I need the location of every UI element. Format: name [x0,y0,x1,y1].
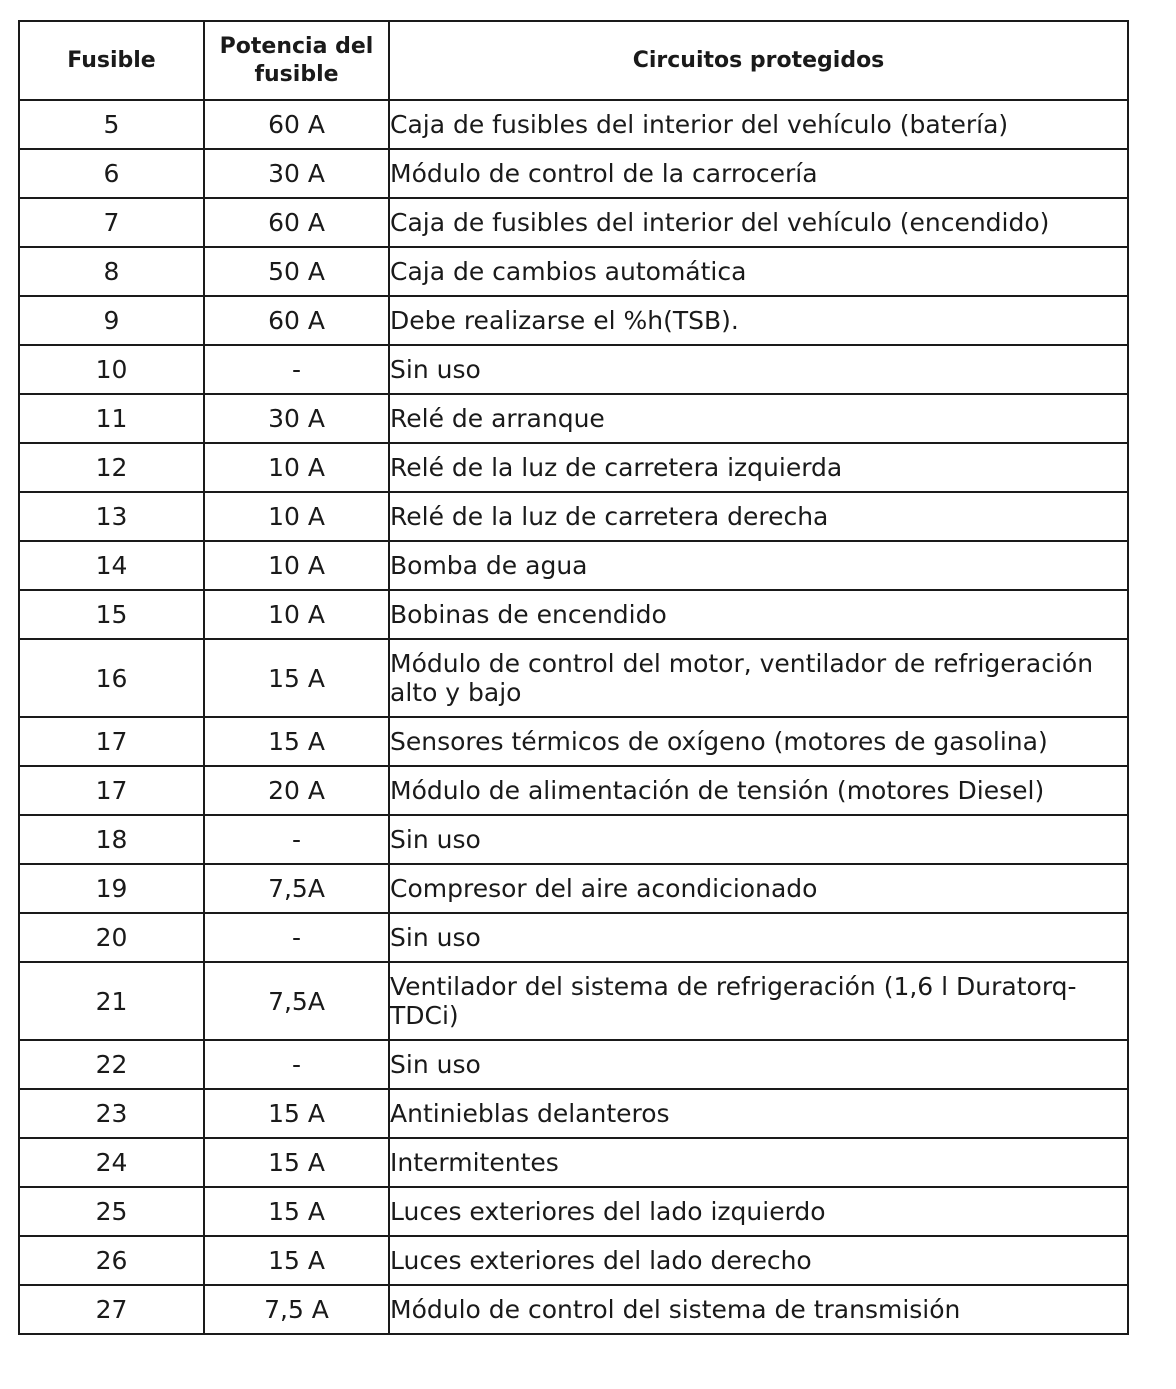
header-fuse: Fusible [19,21,204,100]
fuse-rating-cell: 10 A [204,541,389,590]
protected-circuit-cell: Intermitentes [389,1138,1128,1187]
fuse-number-cell: 19 [19,864,204,913]
protected-circuit-cell: Caja de fusibles del interior del vehículo (batería) [389,100,1128,149]
table-row [19,296,1128,345]
protected-circuit-cell: Sensores térmicos de oxígeno (motores de gasolina) [389,717,1128,766]
protected-circuit-cell: Debe realizarse el %h(TSB). [389,296,1128,345]
fuse-rating-cell: 15 A [204,1138,389,1187]
protected-circuit-cell: Relé de arranque [389,394,1128,443]
table-row [19,394,1128,443]
fuse-number-cell: 25 [19,1187,204,1236]
fuse-rating-cell: 7,5A [204,962,389,1040]
header-rating: Potencia del fusible [204,21,389,100]
table-body [19,100,1128,1334]
fuse-rating-cell: 15 A [204,1187,389,1236]
fuse-rating-cell: 7,5A [204,864,389,913]
protected-circuit-cell: Luces exteriores del lado derecho [389,1236,1128,1285]
fuse-rating-cell: 10 A [204,492,389,541]
table-row [19,247,1128,296]
fuse-number-cell: 26 [19,1236,204,1285]
table-row [19,815,1128,864]
table-row [19,913,1128,962]
fuse-rating-cell: 7,5 A [204,1285,389,1334]
fuse-number-cell: 22 [19,1040,204,1089]
fuse-number-cell: 23 [19,1089,204,1138]
fuse-rating-cell: 30 A [204,149,389,198]
protected-circuit-cell: Sin uso [389,913,1128,962]
protected-circuit-cell: Caja de cambios automática [389,247,1128,296]
fuse-number-cell: 11 [19,394,204,443]
table-row [19,1040,1128,1089]
protected-circuit-cell: Módulo de alimentación de tensión (motores Diesel) [389,766,1128,815]
table-row [19,149,1128,198]
fuse-number-cell: 17 [19,717,204,766]
table-row [19,962,1128,1040]
table-row [19,864,1128,913]
protected-circuit-cell: Módulo de control de la carrocería [389,149,1128,198]
fuse-number-cell: 16 [19,639,204,717]
fuse-rating-cell: - [204,913,389,962]
table-header [19,21,1128,100]
fuse-rating-cell: 60 A [204,296,389,345]
table-row [19,1285,1128,1334]
protected-circuit-cell: Módulo de control del sistema de transmisión [389,1285,1128,1334]
protected-circuit-cell: Módulo de control del motor, ventilador de refrigeración alto y bajo [389,639,1128,717]
protected-circuit-cell: Caja de fusibles del interior del vehículo (encendido) [389,198,1128,247]
header-row [19,21,1128,100]
fuse-number-cell: 10 [19,345,204,394]
fuse-rating-cell: 10 A [204,590,389,639]
protected-circuit-cell: Bomba de agua [389,541,1128,590]
table-row [19,345,1128,394]
header-circuits: Circuitos protegidos [389,21,1128,100]
fuse-number-cell: 8 [19,247,204,296]
fuse-number-cell: 9 [19,296,204,345]
table-row [19,1089,1128,1138]
fuse-rating-cell: 10 A [204,443,389,492]
table-row [19,1236,1128,1285]
fuse-number-cell: 14 [19,541,204,590]
fuse-rating-cell: 60 A [204,198,389,247]
fuse-rating-cell: 50 A [204,247,389,296]
protected-circuit-cell: Relé de la luz de carretera derecha [389,492,1128,541]
table-row [19,766,1128,815]
fuse-number-cell: 24 [19,1138,204,1187]
fuse-rating-cell: - [204,815,389,864]
fuse-rating-cell: 60 A [204,100,389,149]
fuse-rating-cell: 30 A [204,394,389,443]
protected-circuit-cell: Sin uso [389,815,1128,864]
protected-circuit-cell: Bobinas de encendido [389,590,1128,639]
fuse-rating-cell: 15 A [204,1089,389,1138]
fuse-number-cell: 21 [19,962,204,1040]
fuse-number-cell: 5 [19,100,204,149]
protected-circuit-cell: Ventilador del sistema de refrigeración (1,6 l Duratorq-TDCi) [389,962,1128,1040]
fuse-number-cell: 20 [19,913,204,962]
protected-circuit-cell: Luces exteriores del lado izquierdo [389,1187,1128,1236]
table-row [19,717,1128,766]
protected-circuit-cell: Antinieblas delanteros [389,1089,1128,1138]
fuse-number-cell: 13 [19,492,204,541]
fuse-number-cell: 6 [19,149,204,198]
fuse-rating-cell: 15 A [204,639,389,717]
fuse-rating-cell: 15 A [204,717,389,766]
fuse-table [18,20,1129,1335]
protected-circuit-cell: Relé de la luz de carretera izquierda [389,443,1128,492]
fuse-rating-cell: - [204,1040,389,1089]
fuse-rating-cell: 15 A [204,1236,389,1285]
table-row [19,100,1128,149]
protected-circuit-cell: Compresor del aire acondicionado [389,864,1128,913]
fuse-number-cell: 17 [19,766,204,815]
table-row [19,590,1128,639]
fuse-rating-cell: - [204,345,389,394]
table-row [19,1187,1128,1236]
protected-circuit-cell: Sin uso [389,345,1128,394]
fuse-number-cell: 27 [19,1285,204,1334]
fuse-number-cell: 18 [19,815,204,864]
fuse-number-cell: 12 [19,443,204,492]
table-row [19,443,1128,492]
fuse-number-cell: 7 [19,198,204,247]
table-row [19,541,1128,590]
protected-circuit-cell: Sin uso [389,1040,1128,1089]
table-row [19,639,1128,717]
table-row [19,198,1128,247]
fuse-rating-cell: 20 A [204,766,389,815]
table-row [19,492,1128,541]
table-row [19,1138,1128,1187]
fuse-number-cell: 15 [19,590,204,639]
